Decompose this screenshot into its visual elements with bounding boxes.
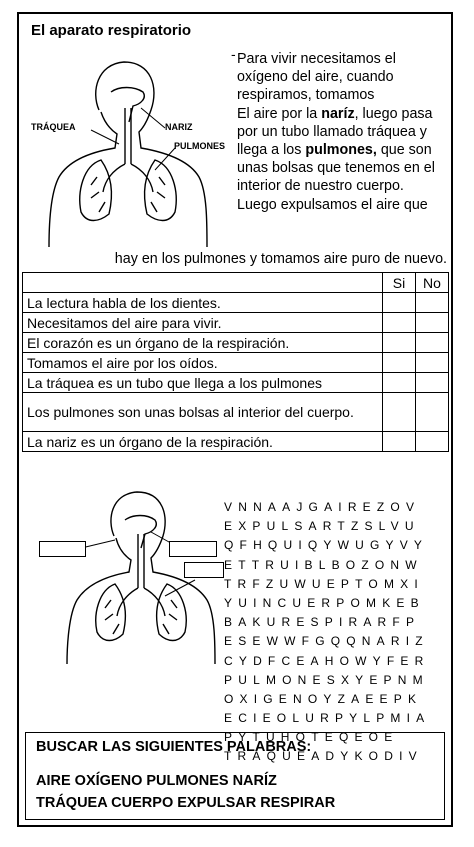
intro-p3b: hay en los pulmones y tomamos aire puro de nuevo. [114, 251, 447, 267]
word-search-row: YUINCUERPOMKEB [224, 595, 425, 610]
word-list-row-2: TRÁQUEA CUERPO EXPULSAR RESPIRAR [36, 795, 336, 811]
word-list-box [25, 732, 445, 820]
intro-p1: Para vivir necesitamos el oxígeno del aire, cuando respiramos, tomamos [237, 51, 396, 104]
si-cell[interactable] [383, 393, 416, 432]
page-title: El aparato respiratorio [31, 22, 192, 39]
si-cell[interactable] [383, 313, 416, 333]
word-search-row: QFHQUIQYWUGYVY [224, 538, 429, 553]
word-list-title: BUSCAR LAS SIGUIENTES PALABRAS: [36, 739, 312, 755]
label-pulmones: PULMONES [174, 141, 226, 151]
word-search-row: VNNAAJGAIREZOV [224, 500, 421, 514]
word-search-row: ETTRUIBLBOZONW [224, 557, 423, 572]
label-traquea: TRÁQUEA [31, 122, 76, 132]
word-search-row: EXPULSARTZSLVU [224, 519, 420, 534]
header-si: Si [383, 273, 416, 293]
header-statement [23, 273, 383, 293]
no-cell[interactable] [416, 333, 449, 353]
table-row: El corazón es un órgano de la respiración. [23, 333, 449, 353]
word-search-row: TRFZUWUEPTOMXI [224, 576, 424, 591]
dash-mark: - [231, 46, 236, 62]
label-nariz: NARIZ [165, 122, 193, 132]
table-header-row [23, 273, 449, 293]
si-cell[interactable] [383, 373, 416, 393]
intro-p2: El aire por la naríz, luego pasa por un tubo llamado tráquea y llega a los pulmones, que son unas bolsas que tenemos en el interior de nuestro cuerpo. [237, 105, 435, 195]
true-false-table [22, 272, 449, 452]
no-cell[interactable] [416, 353, 449, 373]
table-row: Necesitamos del aire para vivir. [23, 313, 449, 333]
label-box-right-bottom[interactable] [184, 562, 224, 578]
si-cell[interactable] [383, 432, 416, 452]
si-cell[interactable] [383, 293, 416, 313]
no-cell[interactable] [416, 393, 449, 432]
table-row: Tomamos el aire por los oídos. [23, 353, 449, 373]
si-cell[interactable] [383, 333, 416, 353]
word-search-row: ESEWWFGQQNARIZ [224, 634, 429, 649]
intro-p3a: Luego expulsamos el aire que [237, 196, 428, 213]
table-row: La lectura habla de los dientes. [23, 293, 449, 313]
table-row: La tráquea es un tubo que llega a los pulmones [23, 373, 449, 393]
no-cell[interactable] [416, 313, 449, 333]
word-search-grid [224, 498, 445, 767]
table-row: Los pulmones son unas bolsas al interior del cuerpo. [23, 393, 449, 432]
word-search-row: BAKURESPIRARFP [224, 615, 421, 630]
word-search-row: ECIEOLURPYLPMIA [224, 711, 431, 726]
header-no: No [416, 273, 449, 293]
word-search-row: OXIGENOYZAEEPK [224, 691, 423, 706]
word-search-row: TRAQUEADYKODIV [224, 749, 423, 764]
label-box-right-top[interactable] [169, 541, 217, 557]
word-search-row: CYDFCEAHOWYFER [224, 653, 430, 668]
si-cell[interactable] [383, 353, 416, 373]
table-row: La nariz es un órgano de la respiración. [23, 432, 449, 452]
word-search-row: PYTUHOTEQEOE [224, 730, 399, 745]
label-box-left[interactable] [39, 541, 86, 557]
intro-text [237, 50, 449, 214]
worksheet [17, 12, 453, 827]
word-list-row-1: AIRE OXÍGENO PULMONES NARÍZ [36, 773, 277, 789]
word-search-row: PULMONESXYEPNM [224, 672, 429, 687]
no-cell[interactable] [416, 432, 449, 452]
no-cell[interactable] [416, 373, 449, 393]
no-cell[interactable] [416, 293, 449, 313]
